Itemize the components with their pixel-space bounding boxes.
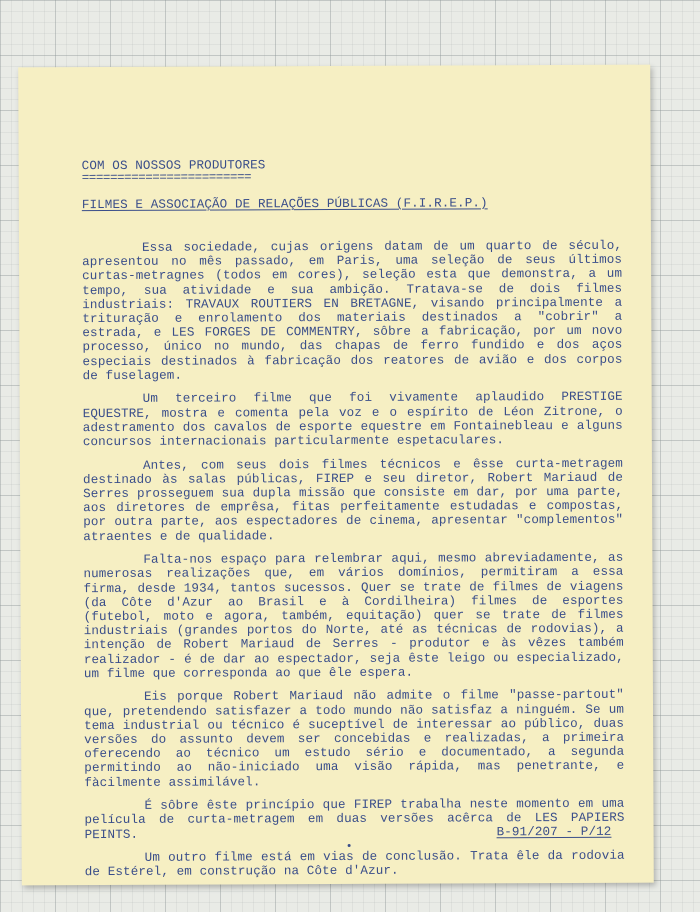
paragraph: É sôbre êste princípio que FIREP trabalha neste momento em uma película de curta-metragem em duas versões acêrca de LES PAPIERS PEINTS. [84, 797, 625, 842]
section-title-underline: ======================== [81, 170, 252, 186]
article-body [82, 239, 625, 889]
paragraph: Um terceiro filme que foi vivamente aplaudido PRESTIGE EQUESTRE, mostra e comenta pela voz e o espírito de Léon Zitrone, o adestramento dos cavalos de esporte equestre em Fontainebleau e alguns concursos internacionais particularmente espetaculares. [82, 390, 623, 450]
paragraph: Essa sociedade, cujas origens datam de um quarto de século, apresentou no mês passado, em Paris, uma seleção de seus últimos curtas-metragnes (todos em cores), seleção esta que demonstra, a um tempo, sua atividade e sua ambição. Tratava-se de dois filmes industriais: TRAVAUX ROUTIERS EN BRETAGNE, visando principalmente a trituração e enrolamento dos materiais destinados a "cobrir" a estrada, e LES FORGES DE COMMENTRY, sôbre a fabricação, por um novo processo, único no mundo, das chapas de ferro fundido e dos aços especiais destinados à fabricação dos reatores de avião e dos corpos de fuselagem. [82, 238, 623, 383]
paragraph: Um outro filme está em vias de conclusão. Trata êle da rodovia de Estérel, em construção na Côte d'Azur. [84, 849, 625, 880]
typewritten-page [18, 65, 654, 886]
article-title: FILMES E ASSOCIAÇÃO DE RELAÇÕES PÚBLICAS (F.I.R.E.P.) [81, 196, 488, 213]
ink-dot [348, 844, 351, 847]
paragraph: Eis porque Robert Mariaud não admite o filme "passe-partout" que, pretendendo satisfazer a todo mundo não satisfaz a ninguém. Se um tema industrial ou técnico é suceptível de interessar ao público, duas versões do assunto devem ser concebidas e realizadas, a primeira oferecendo ao técnico um estudo sério e documentado, a segunda permitindo ao não-iniciado uma visão rápida, mas penetrante, e fàcilmente assimilável. [84, 688, 625, 790]
reference-code: B-91/207 - P/12 [496, 824, 612, 840]
paragraph: Falta-nos espaço para relembrar aqui, mesmo abreviadamente, as numerosas realizações que, em vários domínios, permitiram a essa firma, desde 1934, tantos sucessos. Quer se trate de filmes de viagens (da Côte d'Azur ao Brasil e à Cordilheira) filmes de esportes (futebol, moto e agora, também, equitação) quer se trate de filmes industriais (grandes portos do Norte, até as técnicas de rodovias), a intenção de Robert Mariaud de Serres - produtor e às vêzes também realizador - é de dar ao espectador, seja êste leigo ou especializado, um filme que corresponda ao que êle espera. [83, 550, 624, 681]
section-title: COM OS NOSSOS PRODUTORES [81, 158, 266, 174]
paragraph: Antes, com seus dois filmes técnicos e êsse curta-metragem destinado às salas públicas, FIREP e seu diretor, Robert Mariaud de Serres prosseguem sua dupla missão que consiste em dar, por uma parte, aos diretores de emprêsa, fitas perfeitamente estudadas e compostas, por outra parte, aos espectadores de cinema, apresentar "complementos" atraentes e de qualidade. [82, 456, 624, 544]
